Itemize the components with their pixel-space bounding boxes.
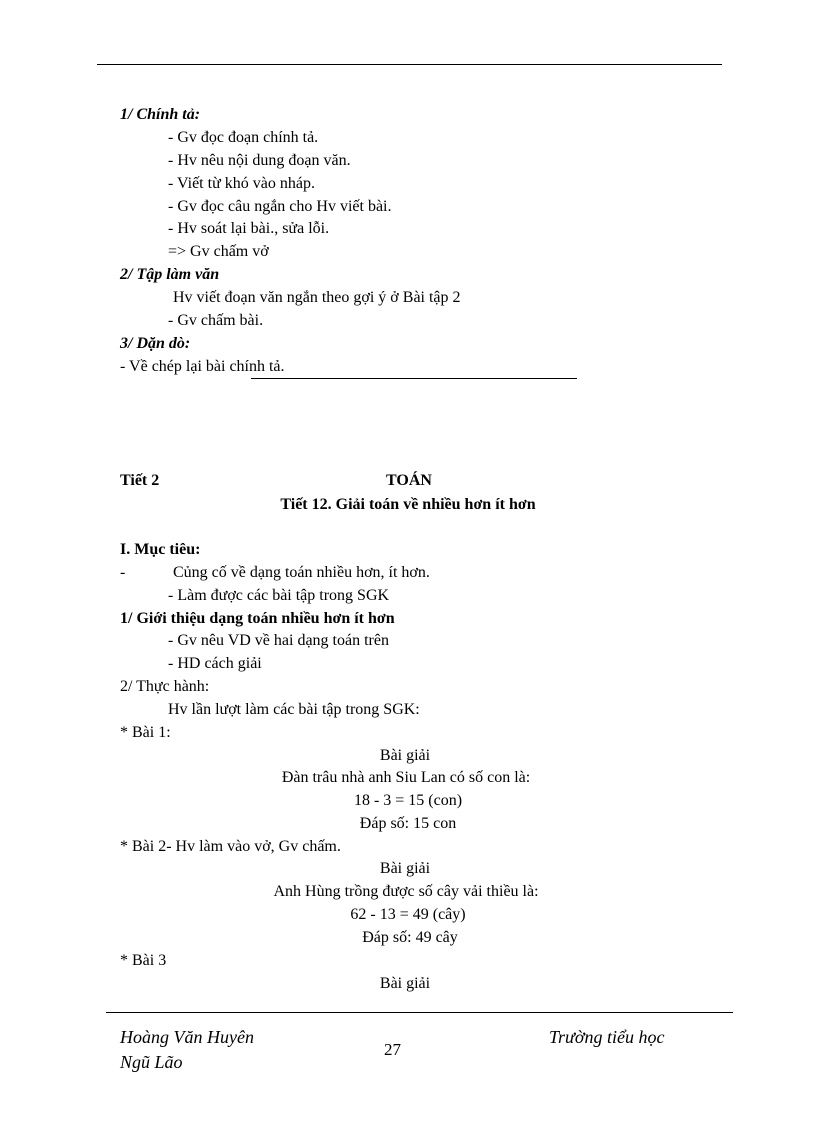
intro-heading: 1/ Giới thiệu dạng toán nhiều hơn ít hơn xyxy=(120,610,395,627)
solution-title: Bài giải xyxy=(379,747,431,764)
page-number: 27 xyxy=(384,1040,401,1059)
list-item: - Về chép lại bài chính tả. xyxy=(120,358,285,375)
section-heading-tap-lam-van: 2/ Tập làm văn xyxy=(120,266,220,283)
list-item: - Gv nêu VD về hai dạng toán trên xyxy=(168,632,389,649)
section-heading-dan-do: 3/ Dặn dò: xyxy=(120,335,191,352)
solution-answer: Đáp số: 49 cây xyxy=(362,929,458,946)
list-item: Hv viết đoạn văn ngắn theo gợi ý ở Bài tập 2 xyxy=(173,289,461,306)
section-heading-chinh-ta: 1/ Chính tả: xyxy=(120,106,201,123)
footer-place: Ngũ Lão xyxy=(120,1052,183,1072)
solution-answer: Đáp số: 15 con xyxy=(359,815,457,832)
practice-heading: 2/ Thực hành: xyxy=(120,678,210,695)
objective-dash: - xyxy=(120,564,126,581)
list-item: - Hv nêu nội dung đoạn văn. xyxy=(168,152,351,169)
list-item: - Gv đọc đoạn chính tả. xyxy=(168,129,319,146)
header-rule xyxy=(97,64,722,65)
footer-author: Hoàng Văn Huyên xyxy=(120,1027,254,1047)
solution-calc: 18 - 3 = 15 (con) xyxy=(353,792,463,809)
solution-statement: Anh Hùng trồng được số cây vải thiều là: xyxy=(273,883,539,900)
exercise-label: * Bài 1: xyxy=(120,724,171,741)
list-item: => Gv chấm vở xyxy=(168,243,269,260)
list-item: - Gv chấm bài. xyxy=(168,312,264,329)
practice-intro: Hv lần lượt làm các bài tập trong SGK: xyxy=(168,701,420,718)
solution-title: Bài giải xyxy=(379,860,431,877)
footer-school: Trường tiểu học xyxy=(549,1027,665,1047)
lesson-subject: TOÁN xyxy=(386,472,432,489)
lesson-period: Tiết 2 xyxy=(120,472,160,489)
list-item: - Viết từ khó vào nháp. xyxy=(168,175,315,192)
footer-rule xyxy=(106,1012,733,1013)
list-item: - Làm được các bài tập trong SGK xyxy=(168,587,390,604)
solution-title: Bài giải xyxy=(379,975,431,992)
list-item: - HD cách giải xyxy=(168,655,262,672)
solution-statement: Đàn trâu nhà anh Siu Lan có số con là: xyxy=(281,769,531,786)
section-end-rule xyxy=(251,378,577,379)
exercise-label: * Bài 3 xyxy=(120,952,167,969)
exercise-label: * Bài 2- Hv làm vào vở, Gv chấm. xyxy=(120,838,341,855)
list-item: - Hv soát lại bài., sửa lỗi. xyxy=(168,220,330,237)
lesson-title: Tiết 12. Giải toán về nhiều hơn ít hơn xyxy=(280,496,536,513)
solution-calc: 62 - 13 = 49 (cây) xyxy=(350,906,466,923)
list-item: Củng cố về dạng toán nhiều hơn, ít hơn. xyxy=(173,564,430,581)
list-item: - Gv đọc câu ngắn cho Hv viết bài. xyxy=(168,198,392,215)
objectives-heading: I. Mục tiêu: xyxy=(120,541,201,558)
